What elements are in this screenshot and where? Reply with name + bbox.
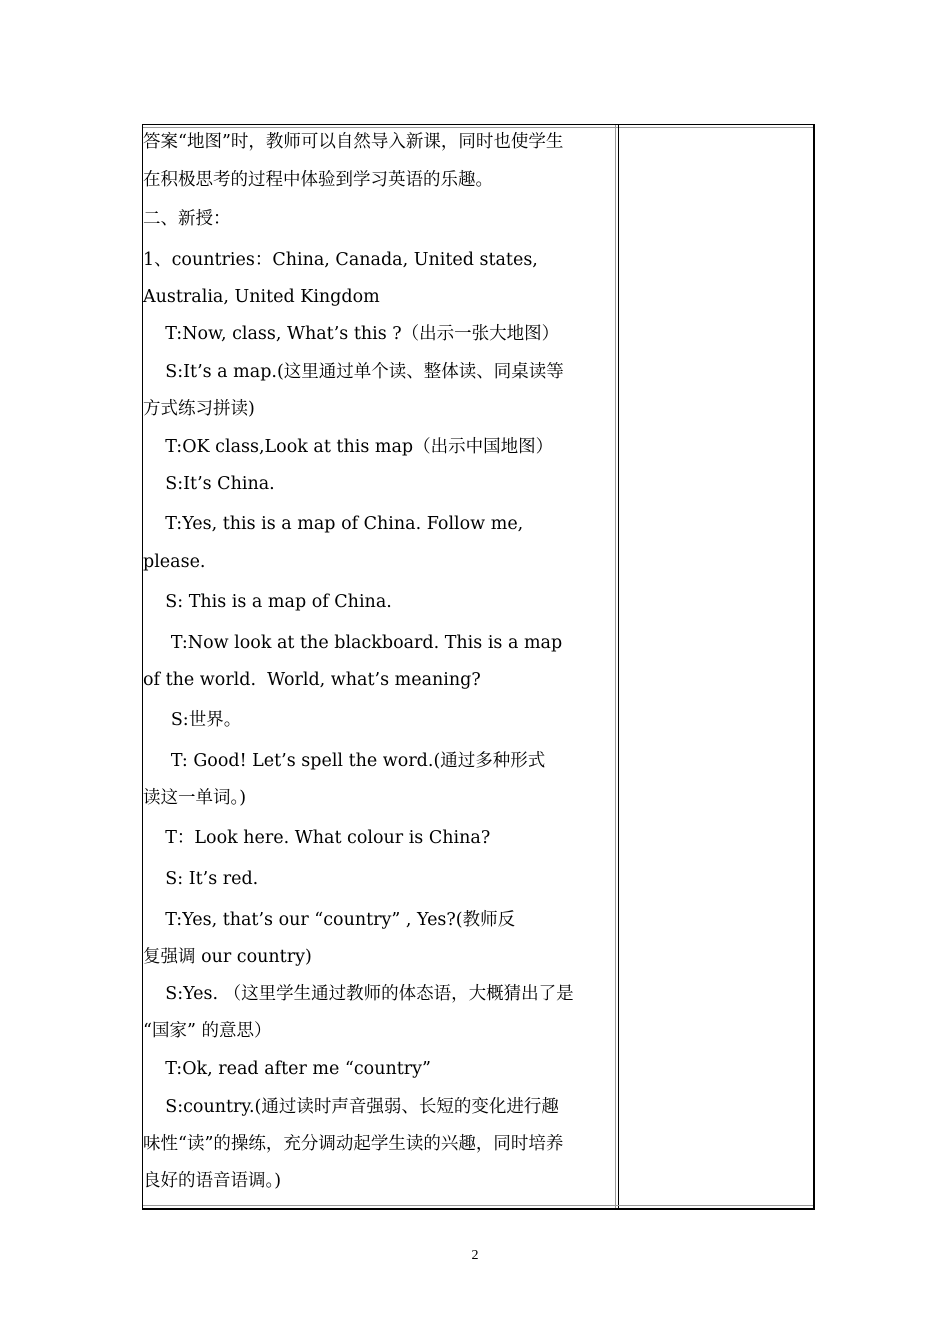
text-line-23: S:Yes. （这里学生通过教师的体态语，大概猜出了是 <box>143 984 574 1004</box>
text-line-25: T:Ok, read after me “country” <box>143 1059 431 1079</box>
text-line-9: T:OK class,Look at this map（出示中国地图） <box>143 437 554 457</box>
text-line-24: “国家” 的意思） <box>143 1021 272 1041</box>
text-line-26: S:country.(通过读时声音强弱、长短的变化进行趣 <box>143 1097 559 1117</box>
page-number: 2 <box>471 1248 479 1263</box>
text-line-12: please. <box>143 552 206 572</box>
text-line-17: T: Good! Let’s spell the word.(通过多种形式 <box>143 751 546 771</box>
text-line-5: Australia, United Kingdom <box>143 287 380 307</box>
text-line-1: 答案“地图”时，教师可以自然导入新课，同时也使学生 <box>143 132 564 152</box>
text-line-16: S:世界。 <box>143 710 242 730</box>
text-line-10: S:It’s China. <box>143 474 275 494</box>
text-line-3: 二、新授： <box>143 209 231 229</box>
notes-cell <box>620 125 813 1208</box>
text-line-20: S: It’s red. <box>143 869 259 889</box>
text-line-11: T:Yes, this is a map of China. Follow me, <box>143 514 524 534</box>
text-line-15: of the world. World, what’s meaning? <box>143 670 481 690</box>
text-line-27: 味性“读”的操练，充分调动起学生读的兴趣，同时培养 <box>143 1134 564 1154</box>
text-line-28: 良好的语音语调。) <box>143 1171 282 1191</box>
text-line-8: 方式练习拼读) <box>143 399 255 419</box>
text-line-21: T:Yes, that’s our “country” , Yes?(教师反 <box>143 910 516 930</box>
text-line-18: 读这一单词。) <box>143 788 247 808</box>
text-line-13: S: This is a map of China. <box>143 592 392 612</box>
text-line-19: T：Look here. What colour is China? <box>143 828 491 848</box>
text-line-22: 复强调 our country) <box>143 947 312 967</box>
text-line-4: 1、countries：China, Canada, United states, <box>143 250 538 270</box>
text-line-14: T:Now look at the blackboard. This is a map <box>143 633 563 653</box>
text-line-7: S:It’s a map.(这里通过单个读、整体读、同桌读等 <box>143 362 564 382</box>
text-line-6: T:Now, class, What’s this ?（出示一张大地图） <box>143 324 560 344</box>
text-line-2: 在积极思考的过程中体验到学习英语的乐趣。 <box>143 170 493 190</box>
